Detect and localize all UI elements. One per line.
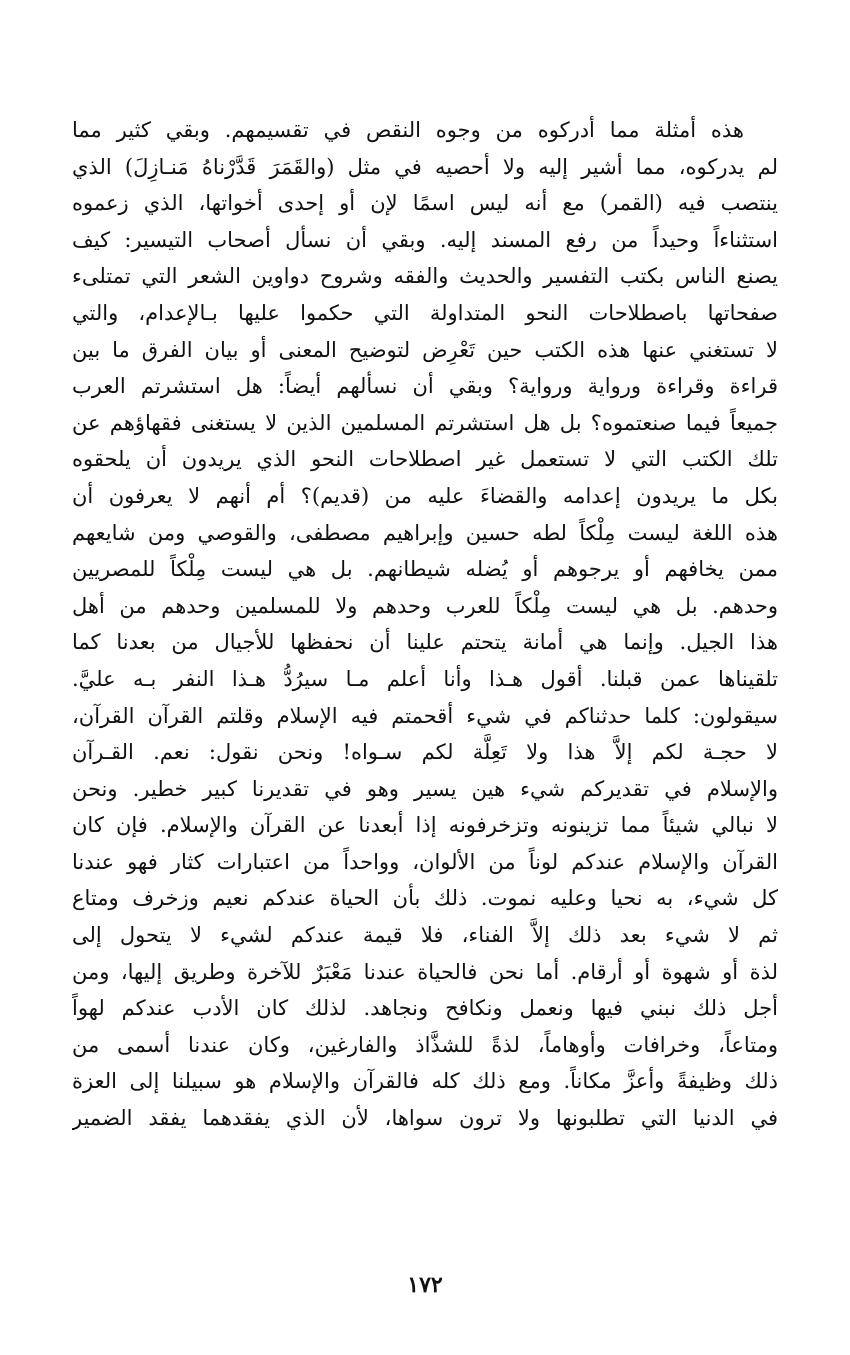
text-line: هذه اللغة ليست مِلْكاً لطه حسين وإبراهيم مصطفى، والقوصي ومن شايعهم xyxy=(72,520,778,545)
text-line: تلقيناها عمن قبلنا. أقول هـذا وأنا أعلم مـا سيرُدُّ هـذا النفر بـه عليَّ. xyxy=(72,666,778,691)
text-line: قراءة وقراءة ورواية ورواية؟ وبقي أن نسألهم أيضاً: هل استشرتم العرب xyxy=(72,374,778,399)
text-line: ذلك وظيفةً وأعزَّ مكاناً. ومع ذلك كله فالقرآن والإسلام هو سبيلنا إلى العزة xyxy=(72,1069,778,1094)
text-line: ممن يخافهم أو يرجوهم أو يُضله شيطانهم. بل هي ليست مِلْكاً للمصريين xyxy=(72,557,778,582)
text-line: والإسلام في تقديركم شيء هين يسير وهو في تقديرنا كبير خطير. ونحن xyxy=(72,776,778,801)
text-line: هذا الجيل. وإنما هي أمانة يتحتم علينا أن نحفظها للأجيال من بعدنا كما xyxy=(72,630,778,655)
text-line: سيقولون: كلما حدثناكم في شيء أقحمتم فيه الإسلام وقلتم القرآن القرآن، xyxy=(72,703,778,728)
text-line: ينتصب فيه (القمر) مع أنه ليس اسمًا لإن أو إحدى أخواتها، الذي زعموه xyxy=(72,191,778,216)
text-line: ثم لا شيء بعد ذلك إلاَّ الفناء، فلا قيمة عندكم لشيء لا يتحول إلى xyxy=(72,923,778,948)
text-line: بكل ما يريدون إعدامه والقضاءَ عليه من (قديم)؟ أم أنهم لا يعرفون أن xyxy=(72,483,778,508)
text-line: لا حجـة لكم إلاَّ هذا ولا تَعِلَّة لكم سـواه! ونحن نقول: نعم. القـرآن xyxy=(72,740,778,765)
body-text xyxy=(72,112,778,1137)
text-line: تلك الكتب التي لا تستعمل غير اصطلاحات النحو الذي يريدون أن يلحقوه xyxy=(72,447,778,472)
text-line: ومتاعاً، وخرافات وأوهاماً، لذةً للشذَّاذ والفارغين، وكان عندنا أسمى من xyxy=(72,1032,778,1057)
text-line: القرآن والإسلام عندكم لوناً من الألوان، وواحداً من اعتبارات كثار فهو عندنا xyxy=(72,849,778,874)
text-line: استثناءاً وحيداً من رفع المسند إليه. وبقي أن نسأل أصحاب التيسير: كيف xyxy=(72,227,778,252)
text-line: لذة أو شهوة أو أرقام. أما نحن فالحياة عندنا مَعْبَرٌ للآخرة وطريق إليها، ومن xyxy=(72,959,778,984)
text-line: يصنع الناس بكتب التفسير والحديث والفقه وشروح دواوين الشعر التي تمتلىء xyxy=(72,264,778,289)
text-line: صفحاتها باصطلاحات النحو المتداولة التي حكموا عليها بـالإعدام، والتي xyxy=(72,300,778,325)
text-line: لا نبالي شيئاً مما تزينونه وتزخرفونه إذا أبعدنا عن القرآن والإسلام. فإن كان xyxy=(72,813,778,838)
text-line: وحدهم. بل هي ليست مِلْكاً للعرب وحدهم ولا للمسلمين وحدهم من أهل xyxy=(72,593,778,618)
text-line: لم يدركوه، مما أشير إليه ولا أحصيه في مثل (والقَمَرَ قَدَّرْناهُ مَنـازِلَ) الذي xyxy=(72,154,778,179)
text-line: جميعاً فيما صنعتموه؟ بل هل استشرتم المسلمين الذين لا يستغنى فقهاؤهم عن xyxy=(72,410,778,435)
text-line: كل شيء، به نحيا وعليه نموت. ذلك بأن الحياة عندكم نعيم وزخرف ومتاع xyxy=(72,886,778,911)
text-line: هذه أمثلة مما أدركوه من وجوه النقص في تقسيمهم. وبقي كثير مما xyxy=(72,118,744,142)
text-line: أجل ذلك نبني فيها ونعمل ونكافح ونجاهد. لذلك كان الأدب عندكم لهواً xyxy=(72,996,778,1021)
text-line: في الدنيا التي تطلبونها ولا ترون سواها، لأن الذي يفقدهما يفقد الضمير xyxy=(72,1106,778,1131)
page-number: ١٧٢ xyxy=(407,1272,443,1298)
text-line: لا تستغني عنها هذه الكتب حين تَعْرِض لتوضيح المعنى أو بيان الفرق ما بين xyxy=(72,337,778,362)
